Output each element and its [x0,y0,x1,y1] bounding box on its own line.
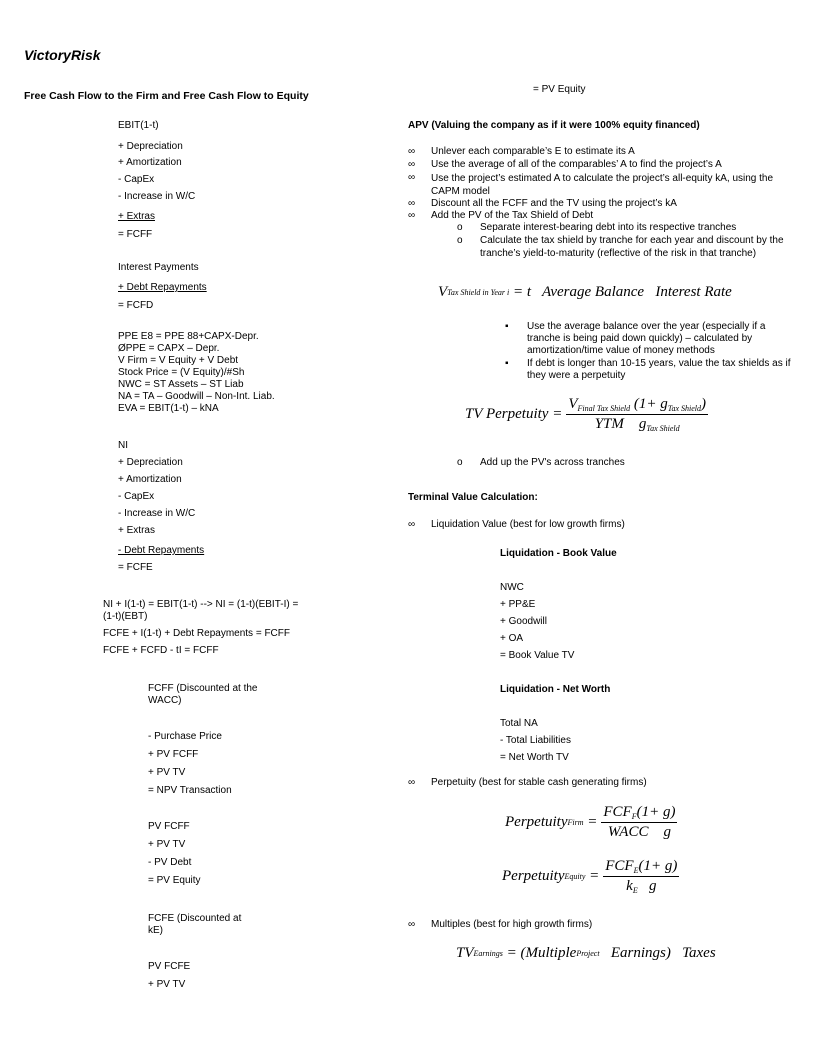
formula-sub: Tax Shield [667,404,701,413]
fcff-discount-note: FCFF (Discounted at the WACC) [148,683,258,706]
formula-part: g [637,878,657,894]
bullet-icon: ∞ [408,519,416,530]
fcff-line: EBIT(1-t) [118,120,159,131]
pv-fcfe-line: + PV TV [148,979,186,990]
tv-heading: Terminal Value Calculation: [408,492,538,503]
apv-heading: APV (Valuing the company as if it were 100% equity financed) [408,120,700,131]
tax-shield-note: If debt is longer than 10-15 years, value the tax shields as if they were a perpetuity [527,358,791,381]
formula-part: (1+ g) [636,804,676,820]
perpetuity-firm-formula: Perpetuity Firm = $\frac{FCF_F(1+ g)}{\text{WACC g}}$ [505,804,676,840]
fcfe-line: - CapEx [118,491,155,502]
fcfe-line: - Debt Repayments [118,545,205,556]
net-worth-line: = Net Worth TV [500,752,569,763]
fcff-line: + Depreciation [118,141,183,152]
net-worth-line: Total NA [500,718,538,729]
bullet-icon: ∞ [408,159,416,170]
circle-bullet-icon: o [457,222,463,233]
formula-sub: Tax Shield in Year i [447,288,510,297]
formula-part: YTM g [594,416,647,432]
multiples-item: Multiples (best for high growth firms) [431,919,593,930]
identity-line: PPE E8 = PPE 88+CAPX-Depr. [118,331,259,342]
formula-part: (1+ g) [638,858,678,874]
fcfd-line: = FCFD [118,300,154,311]
apv-step: Discount all the FCFF and the TV using the project’s kA [431,198,677,209]
bullet-icon: ∞ [408,777,416,788]
bullet-icon: ∞ [408,210,416,221]
liquidation-item: Liquidation Value (best for low growth firms) [431,519,625,530]
fcff-line: - CapEx [118,174,155,185]
brand-title: VictoryRisk [24,47,101,63]
book-line: = Book Value TV [500,650,575,661]
formula-part: Earnings) Taxes [599,945,716,961]
identity-line: Stock Price = (V Equity)/#Sh [118,367,245,378]
formula-part: Perpetuity [502,868,565,884]
formula-part: TV Perpetuity = [465,406,563,422]
tax-shield-formula [438,284,732,301]
fcfe-line: = FCFE [118,562,153,573]
formula-sub: Earnings [473,949,503,958]
square-bullet-icon: ▪ [505,358,509,369]
pv-equity-top: = PV Equity [533,84,586,95]
formula-part: k [626,878,633,894]
book-line: + OA [500,633,524,644]
left-heading: Free Cash Flow to the Firm and Free Cash Flow to Equity [24,90,309,102]
formula-sub: E [633,866,639,875]
formula-part: (1+ g [633,396,668,412]
fcfd-line: Interest Payments [118,262,199,273]
identity-line: ØPPE = CAPX – Depr. [118,343,220,354]
tv-perpetuity-formula [465,396,712,433]
apv-step: Use the project’s estimated A to calculate the project’s all-equity kA, using the CAPM model [431,173,774,197]
formula-part: = (Multiple [506,945,577,961]
circle-bullet-icon: o [457,457,463,468]
apv-step: Unlever each comparable’s E to estimate its A [431,146,635,157]
fcfe-line: + Amortization [118,474,182,485]
identity-line: V Firm = V Equity + V Debt [118,355,239,366]
formula-sub: Project [576,949,600,958]
npv-line: + PV FCFF [148,749,199,760]
relation-line: FCFE + I(1-t) + Debt Repayments = FCFF [103,628,290,639]
apv-step: Add the PV of the Tax Shield of Debt [431,210,594,221]
pv-equity-line: + PV TV [148,839,186,850]
book-line: + Goodwill [500,616,547,627]
formula-part: FCF [603,804,632,820]
pv-equity-line: = PV Equity [148,875,201,886]
formula-part: V [438,284,448,300]
fcff-line: + Amortization [118,157,182,168]
formula-sub: E [632,886,638,895]
fcff-line: - Increase in W/C [118,191,196,202]
identity-line: NA = TA – Goodwill – Non-Int. Liab. [118,391,275,402]
formula-sub: F [631,812,637,821]
fcff-line: + Extras [118,211,155,222]
formula-part: FCF [605,858,634,874]
formula-part: = t Average Balance Interest Rate [513,284,732,300]
formula-part: Perpetuity [505,814,568,830]
formula-sub: Firm [567,818,584,827]
formula-sub: Tax Shield [646,424,680,433]
circle-bullet-icon: o [457,235,463,246]
add-up-note: Add up the PV's across tranches [480,457,625,468]
formula-part: ) [701,396,706,412]
formula-part: WACC g [607,824,671,840]
book-value-heading: Liquidation - Book Value [500,548,617,559]
npv-line: + PV TV [148,767,186,778]
relation-line: FCFE + FCFD - tI = FCFF [103,645,219,656]
fcff-line: = FCFF [118,229,153,240]
bullet-icon: ∞ [408,919,416,930]
identity-line: EVA = EBIT(1-t) – kNA [118,403,219,414]
bullet-icon: ∞ [408,146,416,157]
apv-substep: Separate interest-bearing debt into its respective tranches [480,222,737,233]
fcfe-line: + Depreciation [118,457,183,468]
pv-fcfe-line: PV FCFE [148,961,191,972]
formula-sub: Final Tax Shield [577,404,631,413]
npv-line: - Purchase Price [148,731,222,742]
apv-step: Use the average of all of the comparables’ A to find the project’s A [431,159,722,170]
perpetuity-item: Perpetuity (best for stable cash generating firms) [431,777,647,788]
pv-equity-line: PV FCFF [148,821,190,832]
bullet-icon: ∞ [408,172,416,183]
fcfd-line: + Debt Repayments [118,282,207,293]
net-worth-heading: Liquidation - Net Worth [500,684,611,695]
fcfe-line: + Extras [118,525,155,536]
relation-line: NI + I(1-t) = EBIT(1-t) --> NI = (1-t)(EBIT-I) = (1-t)(EBT) [103,599,299,622]
fcfe-line: - Increase in W/C [118,508,196,519]
square-bullet-icon: ▪ [505,321,509,332]
identity-line: NWC = ST Assets – ST Liab [118,379,244,390]
pv-equity-line: - PV Debt [148,857,192,868]
multiples-formula [456,945,716,962]
tax-shield-note: Use the average balance over the year (especially if a tranche is being paid down quickly) – calculated by amortization/time value of money methods [527,321,766,356]
bullet-icon: ∞ [408,198,416,209]
fcfe-line: NI [118,440,128,451]
formula-sub: Equity [564,872,586,881]
apv-substep: Calculate the tax shield by tranche for each year and discount by the tranche’s yield-to-maturity (reflective of the risk in that tranche) [480,235,784,259]
formula-part: TV [456,945,474,961]
formula-part: V [568,396,578,412]
fcfe-discount-note: FCFE (Discounted at kE) [148,913,242,936]
perpetuity-equity-formula: Perpetuity Equity = $\frac{FCF_E(1+ g)}{k_E g}$ [502,858,678,895]
net-worth-line: - Total Liabilities [500,735,571,746]
book-line: + PP&E [500,599,536,610]
book-line: NWC [500,582,524,593]
npv-line: = NPV Transaction [148,785,232,796]
